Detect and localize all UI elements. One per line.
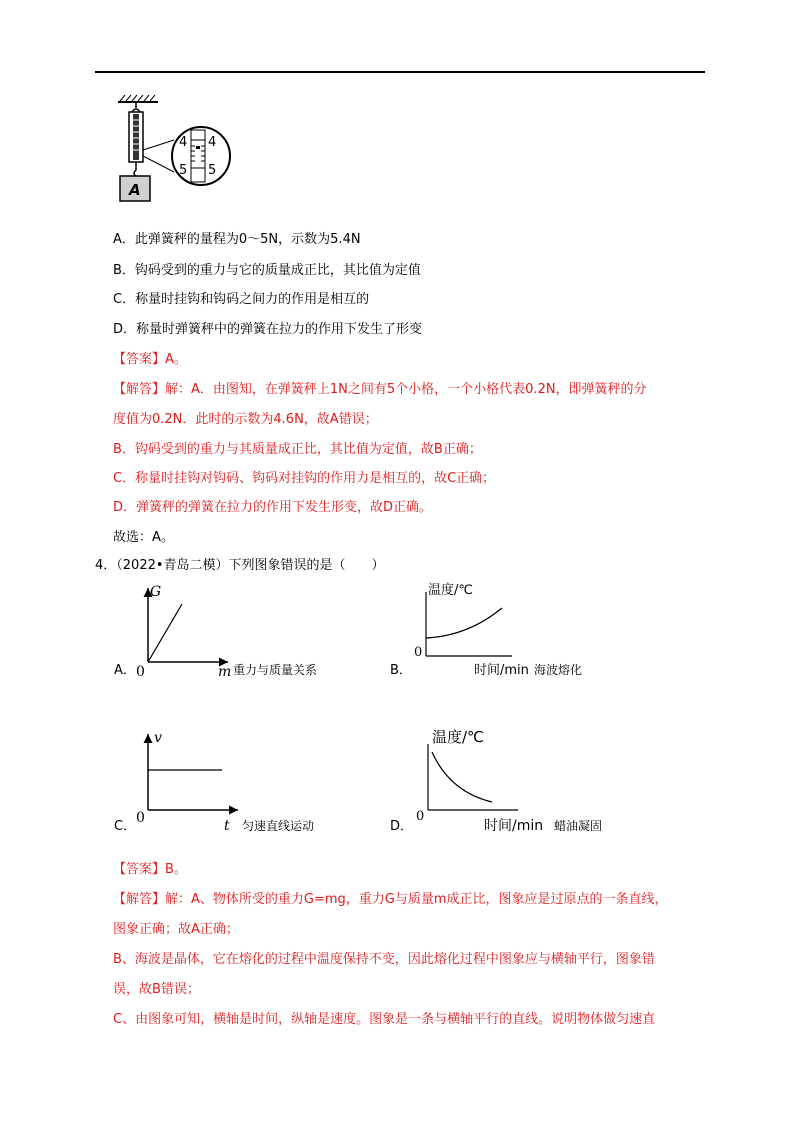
q3-option-a: A．此弹簧秤的量程为0～5N，示数为5.4N (113, 232, 361, 247)
graph-b-curve (426, 608, 502, 638)
graph-b-origin: 0 (414, 645, 423, 660)
graph-a-xlabel: m (218, 664, 232, 680)
q3-explanation-line: 【解答】解：A．由图知，在弹簧秤上1N之间有5个小格，一个小格代表0.2N，即弹簧秤的分 (113, 382, 647, 397)
graph-d-curve (432, 752, 492, 802)
graph-b-option: B． (390, 663, 412, 678)
q3-explanation-line: B．钩码受到的重力与其质量成正比，其比值为定值，故B正确； (113, 442, 482, 457)
q4-explanation-line: 误，故B错误； (113, 982, 200, 997)
q3-option-b: B．钩码受到的重力与它的质量成正比，其比值为定值 (113, 263, 421, 278)
q3-choice: 故选：A。 (113, 530, 174, 545)
header-rule (95, 71, 705, 73)
scale-mark-right-5: 5 (208, 163, 217, 178)
graph-a-caption: 重力与质量关系 (233, 663, 318, 677)
graph-d-xlabel: 时间/min (484, 818, 544, 834)
graph-a (110, 582, 360, 682)
q3-answer: 【答案】A。 (113, 352, 187, 367)
q4-explanation-line: B、海波是晶体，它在熔化的过程中温度保持不变，因此熔化过程中图象应与横轴平行，图象错 (113, 952, 655, 967)
q4-answer: 【答案】B。 (113, 862, 187, 877)
graph-d-origin: 0 (416, 809, 425, 824)
question-4-stem: 4．（2022•青岛二模）下列图象错误的是（ ） (95, 558, 385, 573)
graph-a-ylabel: G (150, 584, 162, 600)
graph-c-caption: 匀速直线运动 (242, 819, 315, 833)
scale-mark-left-4: 4 (179, 135, 188, 150)
q3-explanation-line: C．称量时挂钩对钩码、钩码对挂钩的作用力是相互的，故C正确； (113, 471, 496, 486)
q4-explanation-line: C、由图象可知，横轴是时间，纵轴是速度。图象是一条与横轴平行的直线。说明物体做匀速直 (113, 1012, 656, 1027)
q4-explanation-line: 【解答】解：A、物体所受的重力G=mg，重力G与质量m成正比，图象应是过原点的一条直线， (113, 892, 668, 907)
graph-d (388, 722, 618, 834)
graph-b (388, 578, 618, 682)
graph-b-ylabel: 温度/℃ (428, 583, 473, 598)
q4-explanation-line: 图象正确；故A正确； (113, 922, 239, 937)
graph-d-caption: 蜡油凝固 (554, 819, 603, 833)
graph-d-option: D． (390, 819, 414, 834)
graph-a-option: A． (114, 663, 136, 678)
q3-explanation-line: 度值为0.2N．此时的示数为4.6N，故A错误； (113, 412, 378, 427)
q3-option-d: D．称量时弹簧秤中的弹簧在拉力的作用下发生了形变 (113, 322, 423, 337)
graph-c (110, 728, 360, 836)
graph-c-origin: 0 (136, 810, 145, 826)
graph-c-ylabel: v (154, 730, 162, 746)
graph-b-xlabel: 时间/min (474, 663, 529, 678)
graph-c-option: C． (114, 819, 137, 834)
spring-scale-figure (112, 92, 237, 204)
q3-explanation-line: D．弹簧秤的弹簧在拉力的作用下发生形变，故D正确。 (113, 500, 433, 515)
scale-mark-left-5: 5 (179, 163, 188, 178)
q3-option-c: C．称量时挂钩和钩码之间力的作用是相互的 (113, 292, 370, 307)
block-a-label: A (129, 181, 141, 199)
graph-d-ylabel: 温度/℃ (432, 728, 484, 746)
graph-c-xlabel: t (224, 818, 230, 834)
graph-a-line (148, 604, 182, 662)
graph-b-caption: 海波熔化 (534, 663, 583, 677)
graph-a-origin: 0 (136, 664, 145, 680)
scale-mark-right-4: 4 (208, 135, 217, 150)
